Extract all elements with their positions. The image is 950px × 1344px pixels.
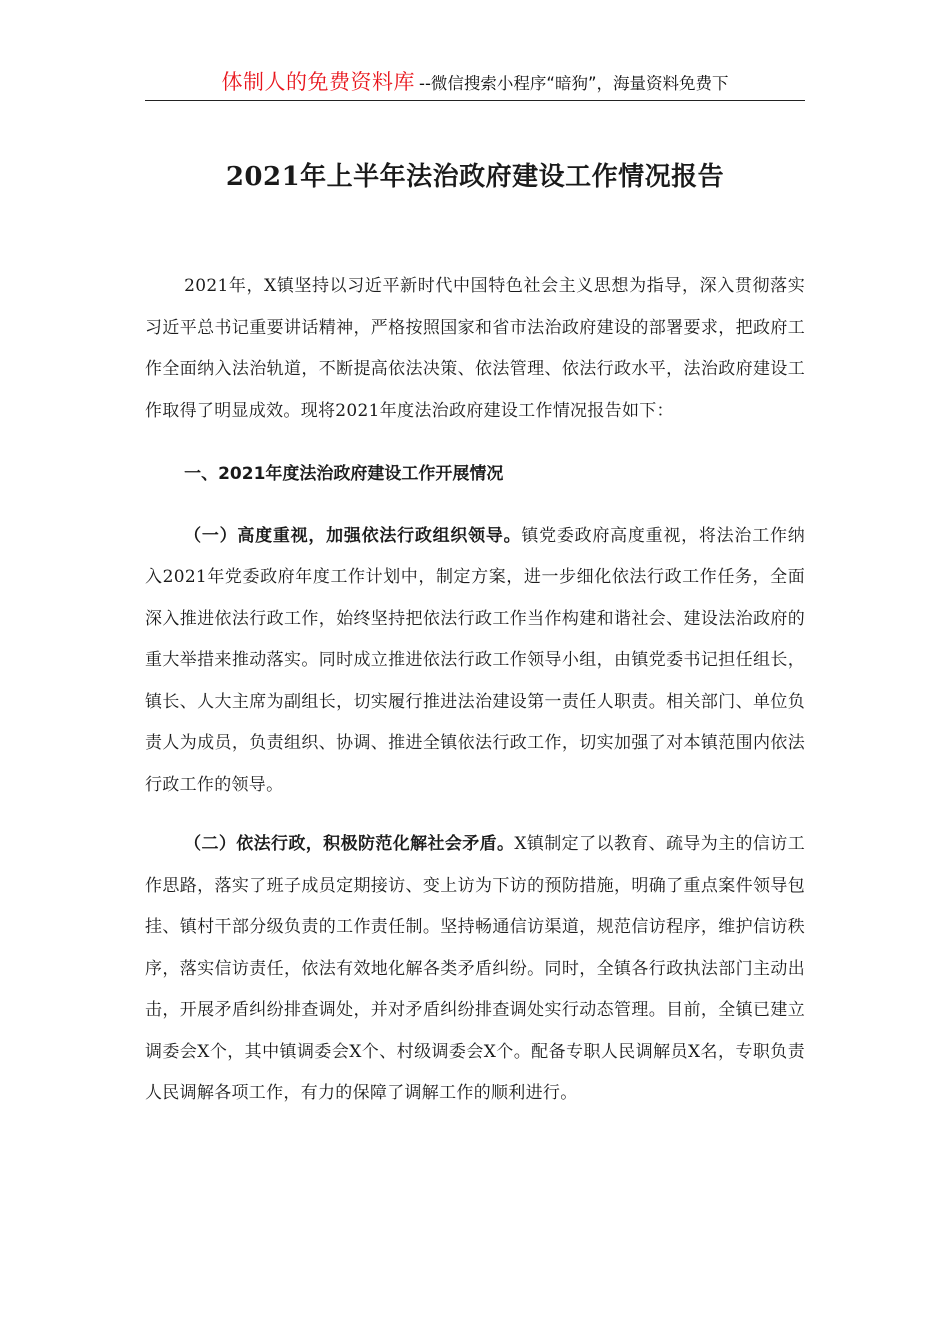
header-divider xyxy=(145,100,805,101)
subsection-body-2: X镇制定了以教育、疏导为主的信访工作思路，落实了班子成员定期接访、变上访为下访的预防措施，明确了重点案件领导包挂、镇村干部分级负责的工作责任制。坚持畅通信访渠道，规范信访程序，维护信访秩序，落实信访责任，依法有效地化解各类矛盾纠纷。同时，全镇各行政执法部门主动出击，开展矛盾纠纷排查调处，并对矛盾纠纷排查调处实行动态管理。目前，全镇已建立调委会X个，其中镇调委会X个、村级调委会X个。配备专职人民调解员X名，专职负责人民调解各项工作，有力的保障了调解工作的顺利进行。 xyxy=(145,834,805,1103)
header-note: --微信搜索小程序“暗狗”，海量资料免费下 xyxy=(418,74,729,93)
document-body xyxy=(145,266,805,1115)
page-header xyxy=(145,66,805,102)
header-brand: 体制人的免费资料库 xyxy=(221,70,415,94)
document-title: 2021年上半年法治政府建设工作情况报告 xyxy=(225,162,725,192)
subsection-lead-2: （二）依法行政，积极防范化解社会矛盾。 xyxy=(184,834,515,854)
section-heading: 一、2021年度法治政府建设工作开展情况 xyxy=(184,464,504,484)
subsection-lead-1: （一）高度重视，加强依法行政组织领导。 xyxy=(184,525,522,546)
subsection-body-1: 镇党委政府高度重视，将法治工作纳入2021年党委政府年度工作计划中，制定方案，进一步细化依法行政工作任务，全面深入推进依法行政工作，始终坚持把依法行政工作当作构建和谐社会、建设法治政府的重大举措来推动落实。同时成立推进依法行政工作领导小组，由镇党委书记担任组长，镇长、人大主席为副组长，切实履行推进法治建设第一责任人职责。相关部门、单位负责人为成员，负责组织、协调、推进全镇依法行政工作，切实加强了对本镇范围内依法行政工作的领导。 xyxy=(145,525,805,795)
intro-paragraph: 2021年，X镇坚持以习近平新时代中国特色社会主义思想为指导，深入贯彻落实习近平总书记重要讲话精神，严格按照国家和省市法治政府建设的部署要求，把政府工作全面纳入法治轨道，不断提高依法决策、依法管理、依法行政水平，法治政府建设工作取得了明显成效。现将2021年度法治政府建设工作情况报告如下： xyxy=(145,276,805,421)
subsection-paragraph-2 xyxy=(145,824,805,1115)
subsection-paragraph-1 xyxy=(145,516,805,807)
